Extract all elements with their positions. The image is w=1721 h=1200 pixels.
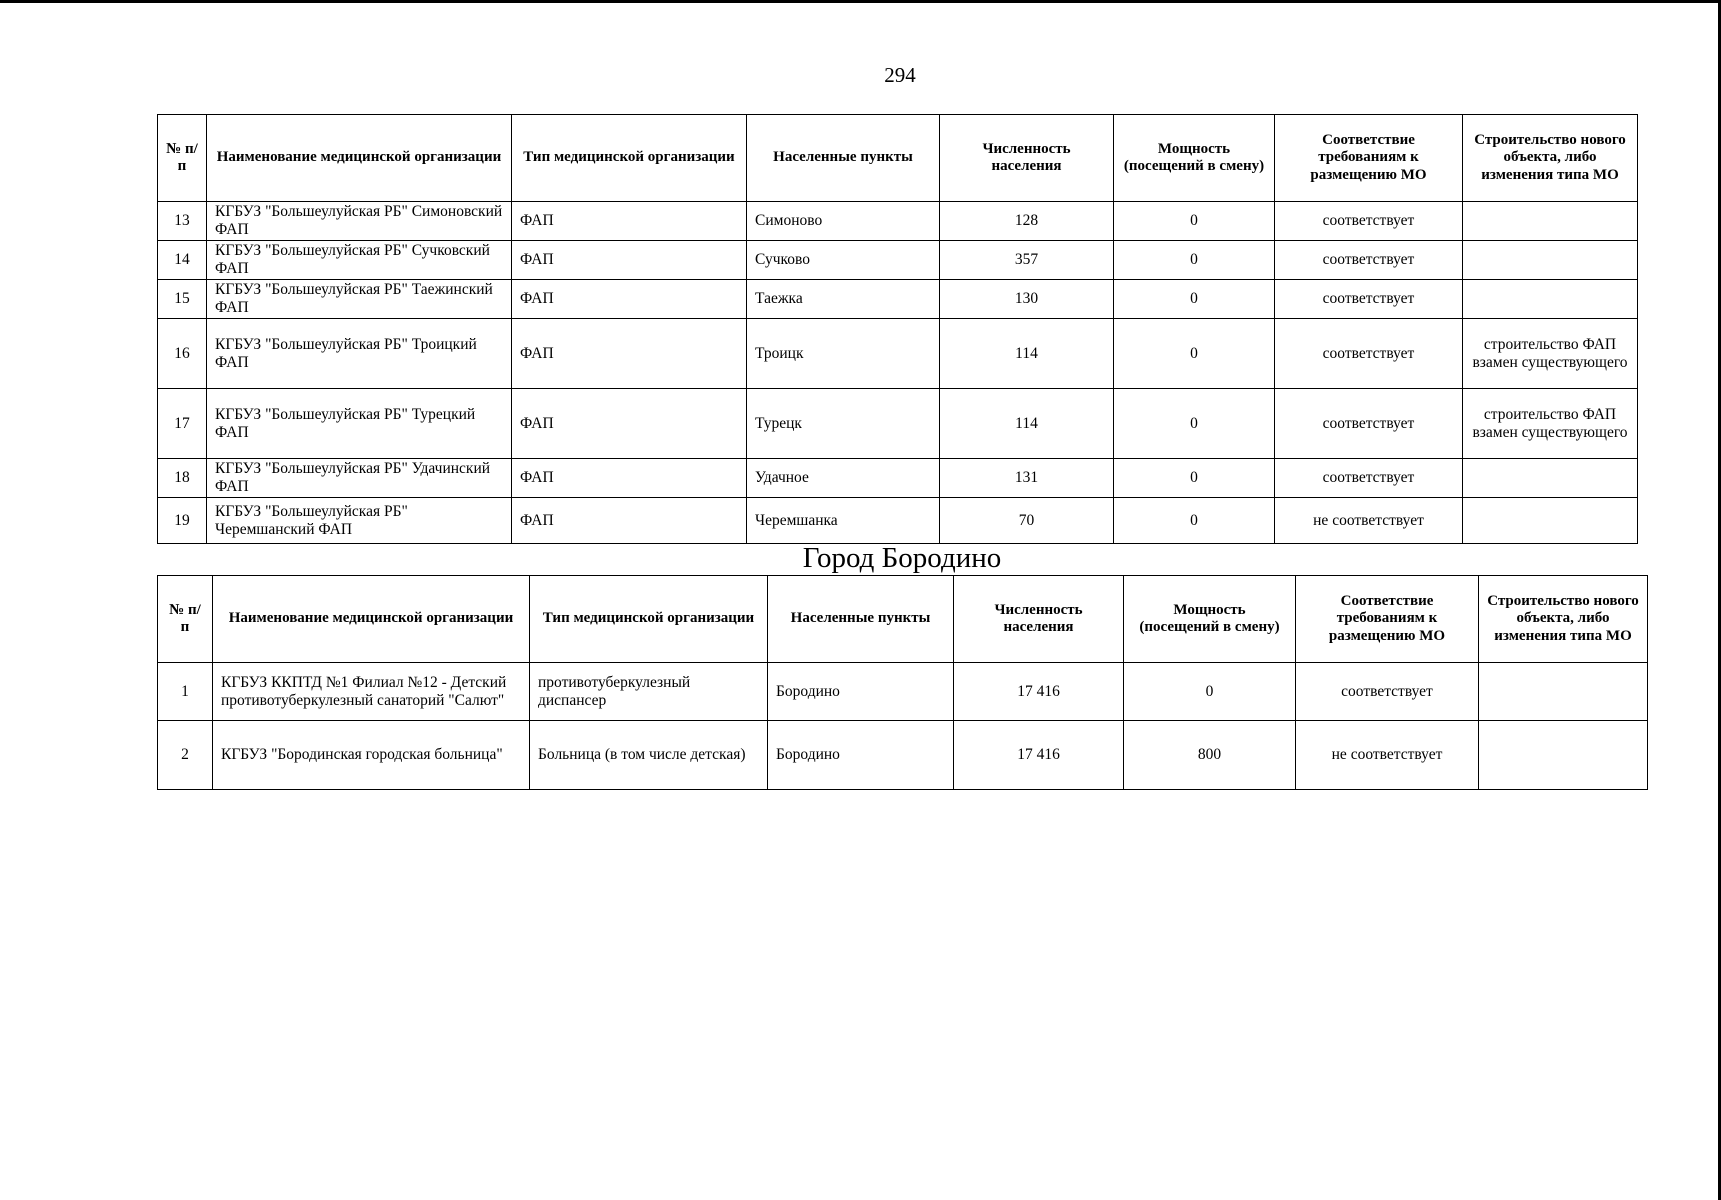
section-title: Город Бородино <box>802 542 1002 574</box>
cell-construction <box>1463 459 1638 498</box>
scan-edge-top <box>0 0 1721 3</box>
cell-capacity: 0 <box>1114 280 1275 319</box>
cell-type: ФАП <box>512 498 747 544</box>
header-num: № п/п <box>158 115 207 202</box>
cell-settlement: Сучково <box>747 241 940 280</box>
table-row <box>158 663 1648 721</box>
cell-compliance: соответствует <box>1275 319 1463 389</box>
cell-settlement: Симоново <box>747 202 940 241</box>
cell-capacity: 0 <box>1124 663 1296 721</box>
cell-name: КГБУЗ "Большеулуйская РБ" Удачинский ФАП <box>207 459 512 498</box>
cell-construction <box>1479 721 1648 790</box>
cell-compliance: соответствует <box>1275 202 1463 241</box>
header-compliance: Соответствие требованиям к размещению МО <box>1275 115 1463 202</box>
cell-capacity: 0 <box>1114 319 1275 389</box>
cell-num: 16 <box>158 319 207 389</box>
cell-population: 114 <box>940 389 1114 459</box>
cell-name: КГБУЗ "Большеулуйская РБ" Сучковский ФАП <box>207 241 512 280</box>
cell-name: КГБУЗ "Большеулуйская РБ" Таежинский ФАП <box>207 280 512 319</box>
cell-num: 13 <box>158 202 207 241</box>
table-row <box>158 389 1638 459</box>
cell-capacity: 0 <box>1114 459 1275 498</box>
cell-settlement: Удачное <box>747 459 940 498</box>
cell-population: 17 416 <box>954 663 1124 721</box>
cell-compliance: соответствует <box>1275 459 1463 498</box>
cell-name: КГБУЗ "Большеулуйская РБ" Троицкий ФАП <box>207 319 512 389</box>
cell-compliance: не соответствует <box>1275 498 1463 544</box>
header-population: Численность населения <box>954 576 1124 663</box>
cell-type: ФАП <box>512 241 747 280</box>
header-capacity: Мощность (посещений в смену) <box>1114 115 1275 202</box>
cell-name: КГБУЗ "Большеулуйская РБ" Черемшанский ФАП <box>207 498 512 544</box>
cell-compliance: соответствует <box>1275 241 1463 280</box>
facilities-table-2 <box>157 575 1648 790</box>
table-row <box>158 459 1638 498</box>
cell-name: КГБУЗ ККПТД №1 Филиал №12 - Детский противотуберкулезный санаторий "Салют" <box>213 663 530 721</box>
cell-construction <box>1463 498 1638 544</box>
cell-capacity: 0 <box>1114 389 1275 459</box>
cell-population: 131 <box>940 459 1114 498</box>
cell-num: 14 <box>158 241 207 280</box>
header-name: Наименование медицинской организации <box>207 115 512 202</box>
table-row <box>158 721 1648 790</box>
cell-settlement: Троицк <box>747 319 940 389</box>
cell-num: 19 <box>158 498 207 544</box>
cell-type: ФАП <box>512 280 747 319</box>
cell-type: ФАП <box>512 202 747 241</box>
cell-compliance: не соответствует <box>1296 721 1479 790</box>
cell-num: 17 <box>158 389 207 459</box>
header-name: Наименование медицинской организации <box>213 576 530 663</box>
cell-settlement: Черемшанка <box>747 498 940 544</box>
cell-type: ФАП <box>512 319 747 389</box>
header-type: Тип медицинской организации <box>512 115 747 202</box>
table-row <box>158 319 1638 389</box>
cell-settlement: Турецк <box>747 389 940 459</box>
cell-num: 2 <box>158 721 213 790</box>
cell-type: противотуберкулезный диспансер <box>530 663 768 721</box>
cell-type: Больница (в том числе детская) <box>530 721 768 790</box>
cell-capacity: 0 <box>1114 498 1275 544</box>
cell-population: 128 <box>940 202 1114 241</box>
cell-name: КГБУЗ "Большеулуйская РБ" Турецкий ФАП <box>207 389 512 459</box>
header-capacity: Мощность (посещений в смену) <box>1124 576 1296 663</box>
cell-population: 17 416 <box>954 721 1124 790</box>
cell-settlement: Бородино <box>768 721 954 790</box>
header-settlements: Населенные пункты <box>747 115 940 202</box>
cell-population: 114 <box>940 319 1114 389</box>
cell-num: 15 <box>158 280 207 319</box>
page-number: 294 <box>884 63 916 87</box>
cell-compliance: соответствует <box>1275 280 1463 319</box>
cell-compliance: соответствует <box>1296 663 1479 721</box>
cell-population: 357 <box>940 241 1114 280</box>
table-row <box>158 498 1638 544</box>
cell-settlement: Бородино <box>768 663 954 721</box>
cell-population: 130 <box>940 280 1114 319</box>
table-header-row <box>158 576 1648 663</box>
cell-type: ФАП <box>512 459 747 498</box>
table-row <box>158 241 1638 280</box>
header-construction: Строительство нового объекта, либо изменения типа МО <box>1479 576 1648 663</box>
header-num: № п/п <box>158 576 213 663</box>
cell-construction: строительство ФАП взамен существующего <box>1463 389 1638 459</box>
header-type: Тип медицинской организации <box>530 576 768 663</box>
cell-construction <box>1463 241 1638 280</box>
cell-type: ФАП <box>512 389 747 459</box>
cell-num: 1 <box>158 663 213 721</box>
header-compliance: Соответствие требованиям к размещению МО <box>1296 576 1479 663</box>
cell-num: 18 <box>158 459 207 498</box>
header-settlements: Населенные пункты <box>768 576 954 663</box>
cell-settlement: Таежка <box>747 280 940 319</box>
cell-capacity: 800 <box>1124 721 1296 790</box>
cell-construction <box>1463 280 1638 319</box>
table-header-row <box>158 115 1638 202</box>
table-row <box>158 202 1638 241</box>
cell-name: КГБУЗ "Большеулуйская РБ" Симоновский ФАП <box>207 202 512 241</box>
cell-population: 70 <box>940 498 1114 544</box>
cell-compliance: соответствует <box>1275 389 1463 459</box>
table-row <box>158 280 1638 319</box>
header-population: Численность населения <box>940 115 1114 202</box>
cell-name: КГБУЗ "Бородинская городская больница" <box>213 721 530 790</box>
cell-construction: строительство ФАП взамен существующего <box>1463 319 1638 389</box>
cell-construction <box>1479 663 1648 721</box>
header-construction: Строительство нового объекта, либо изменения типа МО <box>1463 115 1638 202</box>
facilities-table-1 <box>157 114 1638 544</box>
cell-capacity: 0 <box>1114 241 1275 280</box>
cell-construction <box>1463 202 1638 241</box>
cell-capacity: 0 <box>1114 202 1275 241</box>
